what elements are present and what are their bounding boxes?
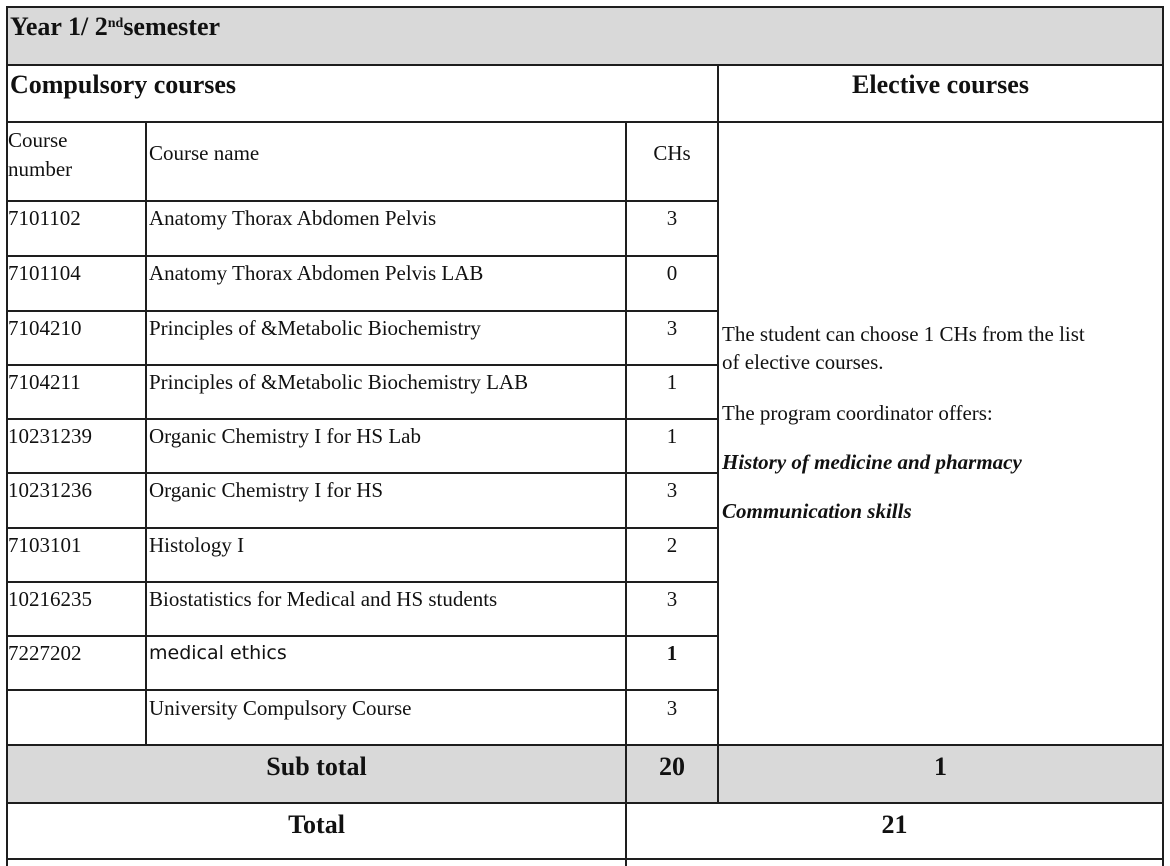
course-chs: 0: [666, 261, 678, 285]
compulsory-courses-heading: Compulsory courses: [10, 70, 237, 99]
course-number: 7103101: [8, 533, 82, 557]
elective-course-option: Communication skills: [722, 499, 912, 523]
elective-course-option: History of medicine and pharmacy: [722, 450, 1022, 474]
course-chs: 1: [666, 641, 678, 665]
course-name: Principles of &Metabolic Biochemistry: [149, 316, 481, 340]
total-value: 21: [881, 810, 908, 839]
course-chs: 3: [666, 316, 678, 340]
semester-title: Year 1/ 2ndsemester: [10, 12, 221, 41]
course-name: Organic Chemistry I for HS Lab: [149, 424, 421, 448]
course-name: University Compulsory Course: [149, 696, 412, 720]
course-name: Anatomy Thorax Abdomen Pelvis: [149, 206, 437, 230]
course-number: 10216235: [8, 587, 92, 611]
subtotal-elective-value: 1: [934, 752, 947, 781]
course-name: Histology I: [149, 533, 245, 557]
course-chs: 1: [666, 370, 678, 394]
course-number: 7104211: [8, 370, 81, 394]
course-name: Organic Chemistry I for HS: [149, 478, 384, 502]
course-chs: 3: [666, 696, 678, 720]
course-name: Biostatistics for Medical and HS students: [149, 587, 498, 611]
column-header-course-number: Course number: [8, 128, 73, 181]
course-number: 7101104: [8, 261, 81, 285]
course-number: 10231239: [8, 424, 92, 448]
elective-offer-text: The program coordinator offers:: [722, 401, 993, 425]
elective-text-line: of elective courses.: [722, 350, 884, 374]
course-chs: 3: [666, 478, 678, 502]
course-chs: 2: [666, 533, 678, 557]
column-header-course-name: Course name: [149, 141, 260, 165]
course-number: 7101102: [8, 206, 81, 230]
total-label: Total: [288, 810, 345, 839]
course-number: 7104210: [8, 316, 82, 340]
column-header-chs: CHs: [653, 141, 691, 165]
course-chs: 3: [666, 206, 678, 230]
course-number: 7227202: [8, 641, 82, 665]
elective-text-line: The student can choose 1 CHs from the list: [722, 322, 1085, 346]
elective-courses-heading: Elective courses: [852, 70, 1029, 99]
course-name: medical ethics: [149, 642, 287, 664]
course-chs: 1: [666, 424, 678, 448]
course-name: Anatomy Thorax Abdomen Pelvis LAB: [149, 261, 484, 285]
course-chs: 3: [666, 587, 678, 611]
course-name: Principles of &Metabolic Biochemistry LAB: [149, 370, 529, 394]
subtotal-label: Sub total: [266, 752, 367, 781]
course-number: 10231236: [8, 478, 92, 502]
subtotal-compulsory-value: 20: [659, 752, 685, 781]
